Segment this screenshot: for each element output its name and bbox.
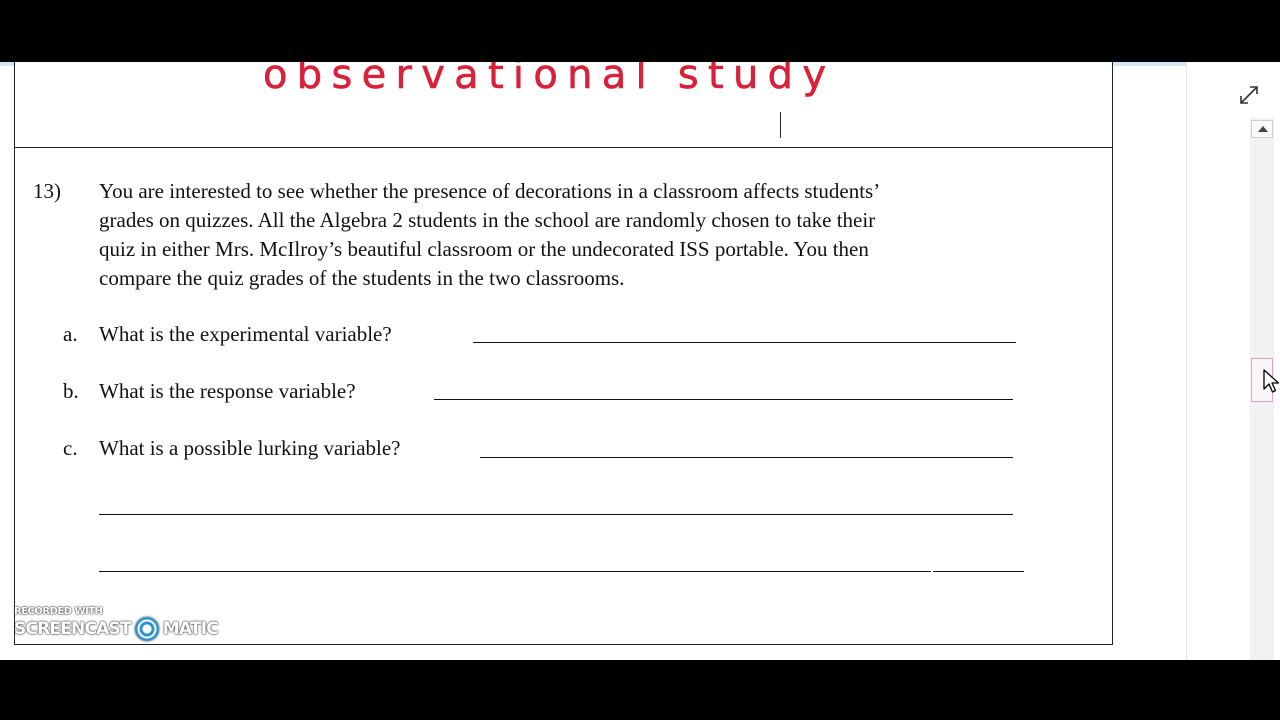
question-line: compare the quiz grades of the students in the two classrooms. [99,266,625,290]
extra-answer-line [99,514,1013,515]
part-a-letter: a. [63,322,78,346]
expand-diagonal-icon[interactable] [1236,82,1262,108]
text-cursor [780,112,781,138]
question-line: You are interested to see whether the presence of decorations in a classroom affects students’ [99,179,881,203]
screencast-watermark [14,606,218,641]
question-number: 13) [33,179,61,203]
part-a-prompt: What is the experimental variable? [99,322,392,346]
watermark-brand-right: MATIC [162,619,218,639]
question-line: grades on quizzes. All the Algebra 2 students in the school are randomly chosen to take their [99,208,876,232]
triangle-up-icon [1258,126,1268,132]
watermark-brand-left: SCREENCAST [14,619,131,639]
mouse-pointer-icon [1263,369,1280,395]
screencast-logo-icon [135,617,159,641]
extra-answer-line [933,571,1024,572]
handwritten-annotation [263,58,853,110]
part-b-prompt: What is the response variable? [99,379,356,403]
part-c-letter: c. [63,436,78,460]
part-b-letter: b. [63,379,79,403]
worksheet-page [14,58,1113,645]
handwritten-annotation-text: observational study [263,58,833,98]
part-b-answer-line [434,399,1013,400]
watermark-recorded-with: RECORDED WITH [14,606,103,617]
question-text [99,177,1099,293]
part-a-answer-line [473,342,1016,343]
part-c-prompt: What is a possible lurking variable? [99,436,401,460]
section-divider [15,147,1112,148]
watermark-brand [14,617,218,641]
document-viewer[interactable] [0,58,1280,660]
question-line: quiz in either Mrs. McIlroy’s beautiful classroom or the undecorated ISS portable. You then [99,237,869,261]
part-c-answer-line [480,457,1013,458]
extra-answer-line [99,571,931,572]
scroll-up-button[interactable] [1251,120,1273,138]
